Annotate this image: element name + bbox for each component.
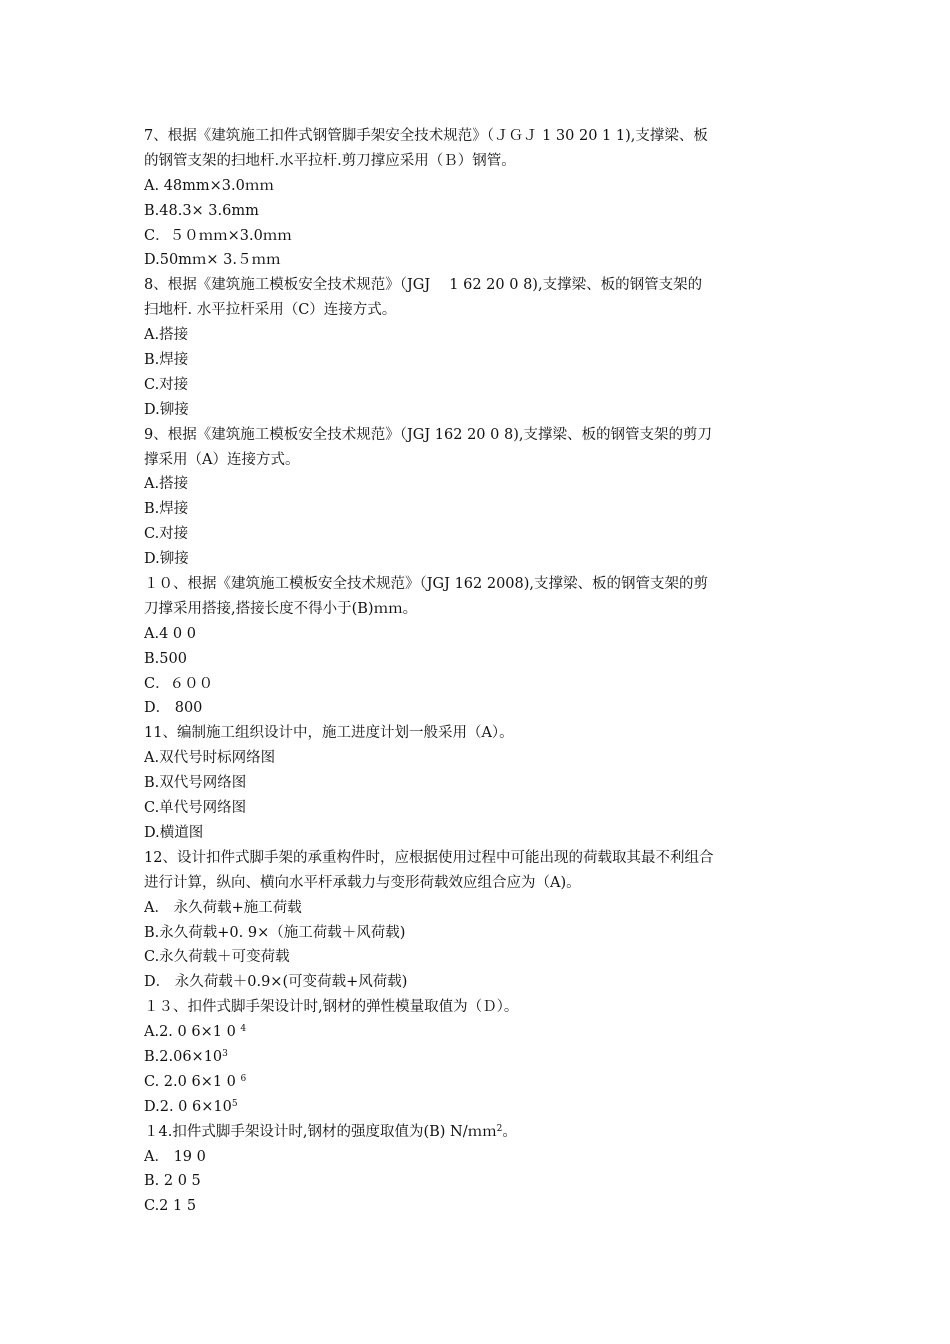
text-line: 刀撑采用搭接,搭接长度不得小于(B)ｍｍ。 xyxy=(144,600,418,617)
line-tail-text: 。 xyxy=(502,1123,517,1140)
text-line-with-exponent xyxy=(144,1045,830,1070)
text-line: C.2 1 5 xyxy=(144,1198,197,1215)
line-base-text: D.2. 0 6×10 xyxy=(144,1098,232,1115)
text-line: 8、根据《建筑施工模板安全技术规范》（JGJ 1 62 20 0 8),支撑梁、板的钢管支架的 xyxy=(144,277,703,294)
text-line: C．５０ｍｍ×3.0ｍｍ xyxy=(144,227,292,244)
text-line-with-exponent xyxy=(144,1095,830,1120)
question-text xyxy=(144,124,830,1219)
text-line: A.双代号时标网络图 xyxy=(144,750,276,767)
text-line: A.搭接 xyxy=(144,476,189,493)
superscript-exponent: 5 xyxy=(231,1098,238,1109)
superscript-exponent: 2 xyxy=(496,1123,503,1134)
text-line: A.搭接 xyxy=(144,327,189,344)
text-line: D.横道图 xyxy=(144,824,204,841)
text-line: D.50mｍ× 3.５ｍｍ xyxy=(144,252,281,269)
text-line: A． 永久荷载+施工荷载 xyxy=(144,899,302,916)
text-line: C.永久荷载＋可变荷载 xyxy=(144,949,290,966)
text-line: 7、根据《建筑施工扣件式钢管脚手架安全技术规范》（ＪＧＪ 1 30 20 1 1),支撑梁、板 xyxy=(144,128,708,144)
text-line: C.对接 xyxy=(144,526,189,543)
line-base-text: A.2. 0 6×1 0 xyxy=(144,1024,241,1041)
superscript-exponent: 3 xyxy=(222,1048,228,1059)
text-line-with-exponent xyxy=(144,1070,830,1095)
text-line: B.双代号网络图 xyxy=(144,775,247,792)
text-line: B.焊接 xyxy=(144,352,189,369)
text-line: 9、根据《建筑施工模板安全技术规范》（JGJ 162 20 0 8),支撑梁、板的钢管支架的剪刀 xyxy=(144,426,712,443)
text-line: B.焊接 xyxy=(144,501,189,518)
text-line: 扫地杆. 水平拉杆采用（C）连接方式。 xyxy=(144,302,397,319)
text-line: B.500 xyxy=(144,650,187,667)
text-line: １０、根据《建筑施工模板安全技术规范》（JGJ 162 2008),支撑梁、板的钢管支架的剪 xyxy=(144,576,709,593)
text-line: B.48.3× 3.6mm xyxy=(144,202,259,219)
line-base-text: B.2.06×10 xyxy=(144,1048,223,1065)
text-line: 12、设计扣件式脚手架的承重构件时，应根据使用过程中可能出现的荷载取其最不利组合 xyxy=(144,849,714,866)
text-line: B.永久荷载+0. 9×（施工荷载＋风荷载) xyxy=(144,924,406,941)
text-line: D.铆接 xyxy=(144,401,189,418)
text-line: A． 19 0 xyxy=(144,1148,206,1165)
text-line: A.4 0 0 xyxy=(144,625,196,642)
text-line: D． 永久荷载＋0.9×(可变荷载+风荷载) xyxy=(144,974,408,991)
text-line: A. 48mm×3.0ｍｍ xyxy=(144,177,274,194)
text-line: 撑采用（A）连接方式。 xyxy=(144,451,300,468)
line-base-text: １4.扣件式脚手架设计时,钢材的强度取值为(B) N/ｍｍ xyxy=(144,1123,497,1140)
superscript-exponent: 4 xyxy=(240,1024,247,1035)
text-line: D.铆接 xyxy=(144,551,189,568)
text-line: C．６００ xyxy=(144,675,214,692)
line-base-text: C. 2.0 6×1 0 xyxy=(144,1073,241,1090)
text-line: １３、扣件式脚手架设计时,钢材的弹性模量取值为（Ｄ）。 xyxy=(144,999,519,1016)
text-line: 的钢管支架的扫地杆.水平拉杆.剪刀撑应采用（Ｂ）钢管。 xyxy=(144,152,516,169)
text-line: C.单代号网络图 xyxy=(144,800,247,817)
text-line: B. 2 0 5 xyxy=(144,1173,201,1190)
text-line-with-exponent xyxy=(144,1120,830,1145)
superscript-exponent: 6 xyxy=(240,1073,247,1084)
text-line: 11、编制施工组织设计中，施工进度计划一般采用（A）。 xyxy=(144,725,514,742)
text-line: D． 800 xyxy=(144,700,203,717)
text-line-with-exponent xyxy=(144,1020,830,1045)
text-line: C.对接 xyxy=(144,376,189,393)
text-line: 进行计算，纵向、横向水平杆承载力与变形荷载效应组合应为（A)。 xyxy=(144,874,581,891)
